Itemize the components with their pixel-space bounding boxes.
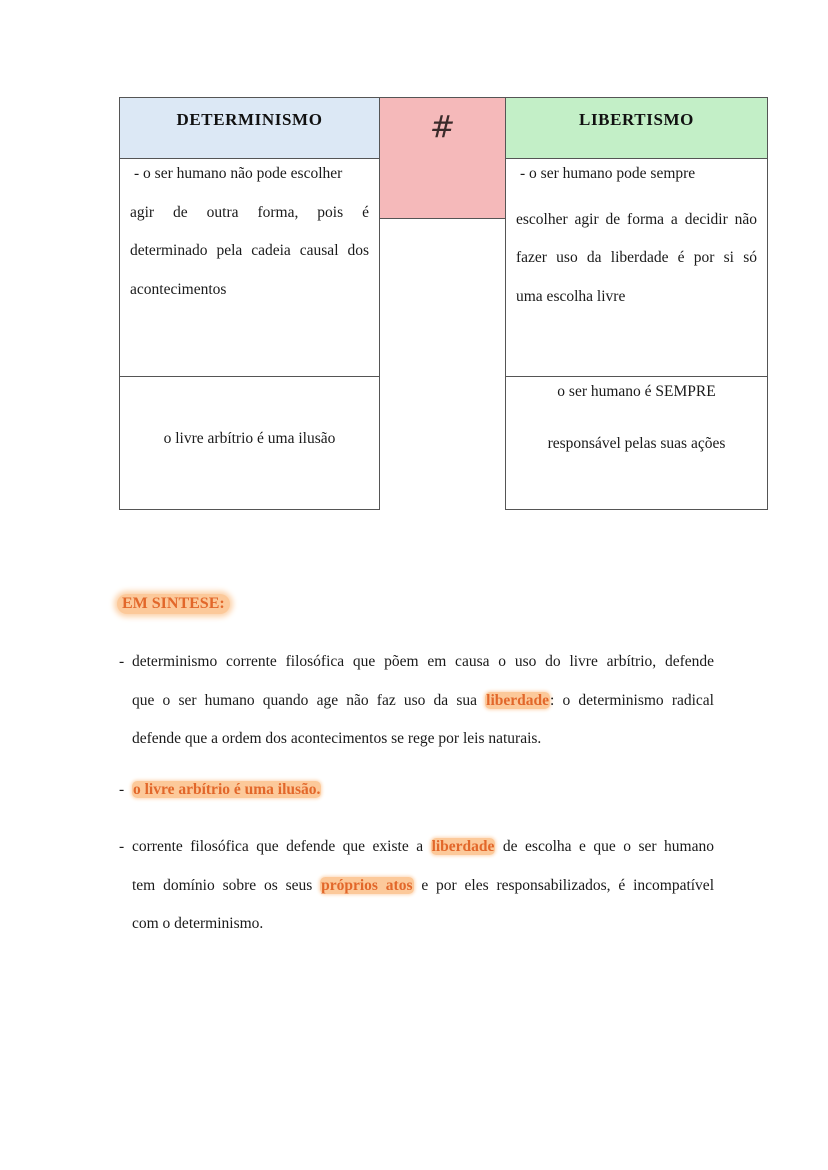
highlight-livre-arbitrio-ilusao: o livre arbítrio é uma ilusão. [133, 781, 321, 798]
highlight-proprios-atos: próprios atos [321, 876, 413, 894]
highlight-liberdade: liberdade [486, 691, 550, 709]
libertismo-description: - o ser humano pode sempre escolher agir de forma a decidir não fazer uso da liberdade é por si só uma escolha livre [516, 165, 757, 305]
libertismo-header-cell [505, 97, 768, 159]
synthesis-item-ilusao [119, 771, 714, 810]
bullet-dash: - [119, 838, 125, 855]
synthesis-heading: EM SINTESE: [117, 594, 230, 614]
bullet-dash: - [119, 653, 125, 670]
libertismo-conclusion-line-1: o ser humano é SEMPRE [557, 383, 716, 400]
libertismo-conclusion-line-2: responsável pelas suas ações [547, 435, 726, 452]
determinismo-description-cell [119, 158, 380, 377]
not-equal-hash-icon: # [429, 110, 456, 145]
libertismo-title: LIBERTISMO [579, 110, 694, 129]
synthesis-item-determinismo: - determinismo corrente filosófica que põem em causa o uso do livre arbítrio, defende que o ser humano quando age não faz uso da sua liberdade: o determinismo radical defende que a ordem dos acontecimentos se rege por leis naturais. [119, 643, 714, 759]
synthesis-item-libertismo: - corrente filosófica que defende que existe a liberdade de escolha e que o ser humano tem domínio sobre os seus próprios atos e por eles responsabilizados, é incompatível com o determinismo. [119, 828, 714, 944]
determinismo-description: - o ser humano não pode escolher agir de outra forma, pois é determinado pela cadeia causal dos acontecimentos [130, 165, 369, 298]
determinismo-header-cell [119, 97, 380, 159]
libertismo-conclusion-cell [505, 376, 768, 510]
libertismo-description-cell [505, 158, 768, 377]
determinismo-conclusion-cell [119, 376, 380, 510]
determinismo-title: DETERMINISMO [176, 110, 323, 129]
highlight-liberdade: liberdade [431, 838, 495, 855]
bullet-dash: - [119, 781, 125, 798]
determinismo-conclusion: o livre arbítrio é uma ilusão [163, 430, 336, 447]
versus-cell [379, 97, 506, 219]
